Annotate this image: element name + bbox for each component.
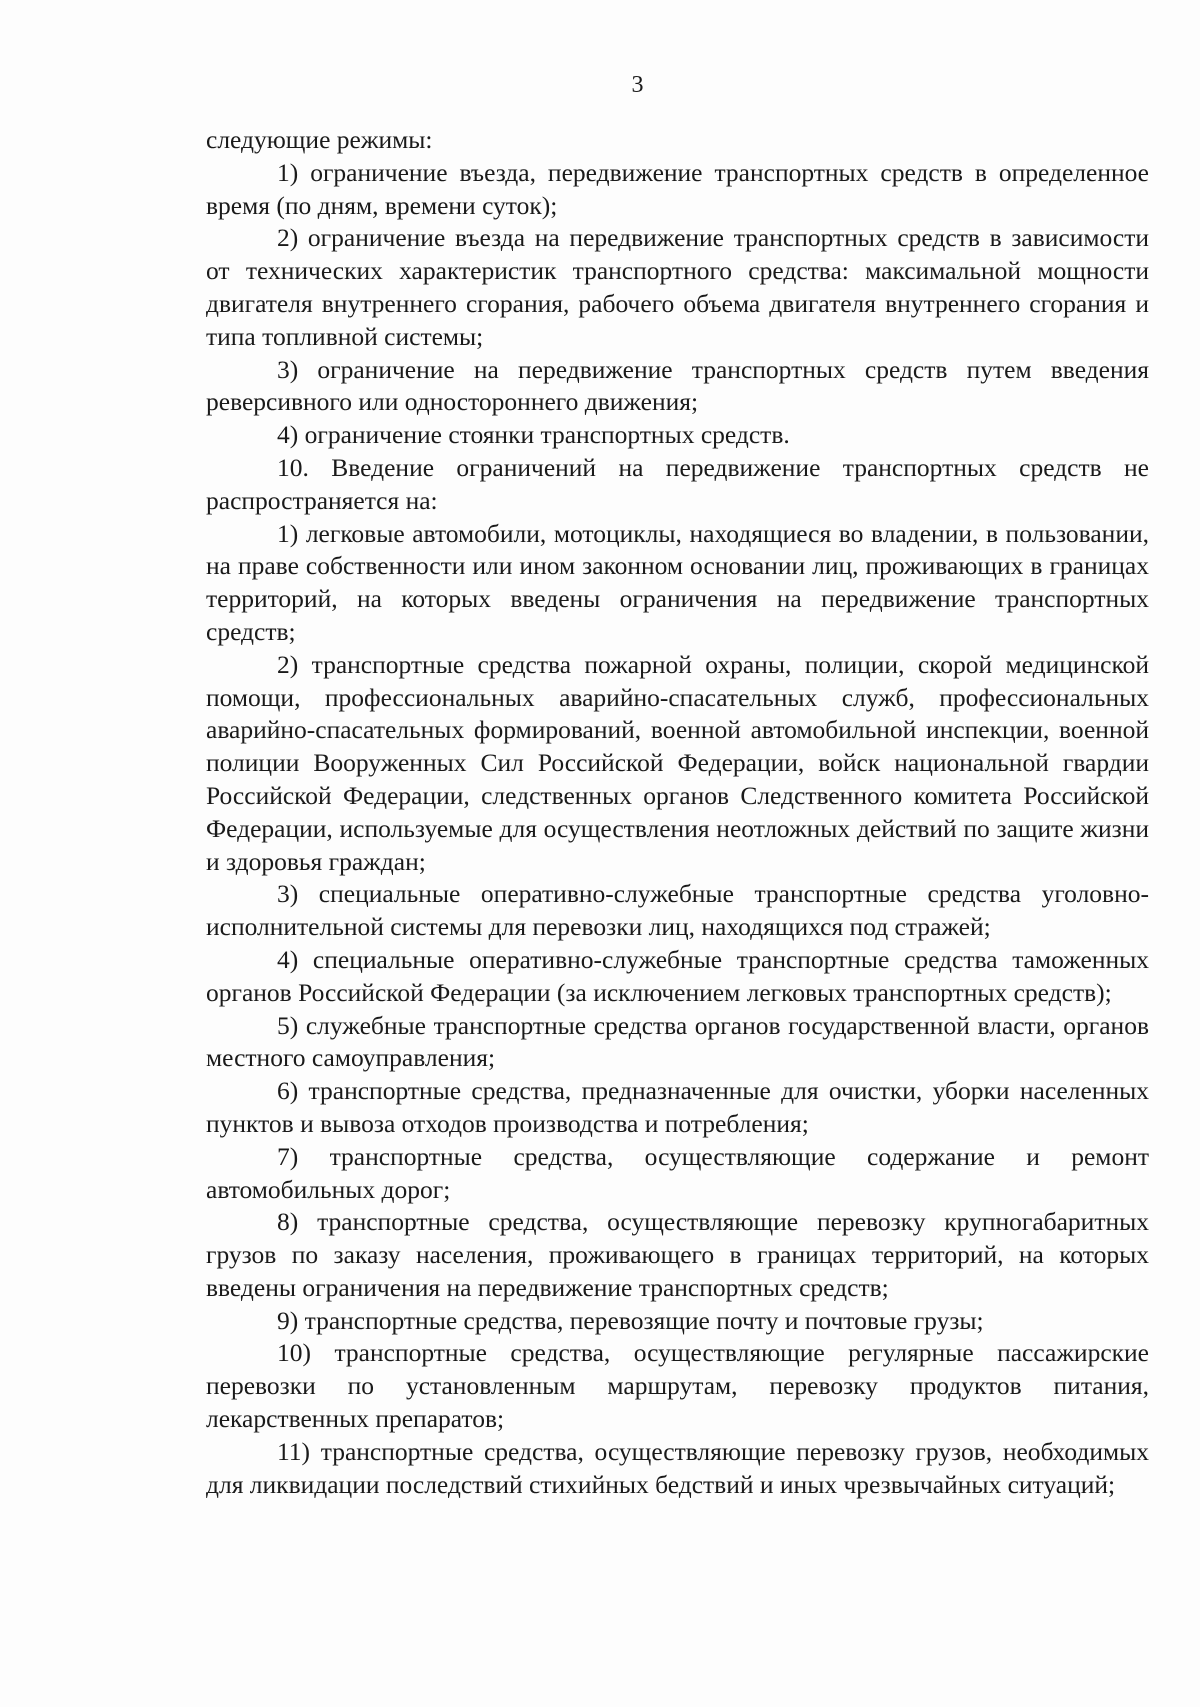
paragraph: 8) транспортные средства, осуществляющие перевозку крупногабаритных грузов по заказу населения, проживающего в границах территорий, на которых введены ограничения на передвижение транспортных средств; (206, 1207, 1149, 1302)
paragraph: 4) специальные оперативно-служебные транспортные средства таможенных органов Российской Федерации (за исключением легковых транспортных средств); (206, 944, 1149, 1007)
paragraph: 10) транспортные средства, осуществляющие регулярные пассажирские перевозки по установленным маршрутам, перевозку продуктов питания, лекарственных препаратов; (206, 1338, 1149, 1434)
document-body (206, 124, 1149, 1501)
paragraph-continuation: следующие режимы: (206, 125, 433, 154)
paragraph: 3) специальные оперативно-служебные транспортные средства уголовно-исполнительной системы для перевозки лиц, находящихся под стражей; (206, 879, 1149, 942)
paragraph: 1) ограничение въезда, передвижение транспортных средств в определенное время (по дням, времени суток); (206, 157, 1149, 220)
page-number: 3 (631, 72, 644, 98)
paragraph: 9) транспортные средства, перевозящие почту и почтовые грузы; (277, 1305, 984, 1335)
paragraph: 7) транспортные средства, осуществляющие содержание и ремонт автомобильных дорог; (206, 1141, 1149, 1204)
paragraph: 11) транспортные средства, осуществляющие перевозку грузов, необходимых для ликвидации последствий стихийных бедствий и иных чрезвычайных ситуаций; (206, 1436, 1149, 1499)
paragraph: 5) служебные транспортные средства органов государственной власти, органов местного самоуправления; (206, 1010, 1149, 1073)
paragraph: 4) ограничение стоянки транспортных средств. (277, 420, 790, 450)
paragraph: 10. Введение ограничений на передвижение транспортных средств не распространяется на: (206, 452, 1149, 515)
paragraph: 2) ограничение въезда на передвижение транспортных средств в зависимости от технических характеристик транспортного средства: максимальной мощности двигателя внутреннего сгорания, рабочего объема двигателя внутреннего сгорания и типа топливной системы; (206, 223, 1149, 351)
paragraph: 6) транспортные средства, предназначенные для очистки, уборки населенных пунктов и вывоза отходов производства и потребления; (206, 1076, 1149, 1138)
paragraph: 1) легковые автомобили, мотоциклы, находящиеся во владении, в пользовании, на праве собственности или ином законном основании лиц, проживающих в границах территорий, на которых введены ограничения на передвижение транспортных средств; (206, 518, 1149, 646)
paragraph: 2) транспортные средства пожарной охраны, полиции, скорой медицинской помощи, профессиональных аварийно-спасательных служб, профессиональных аварийно-спасательных формирований, военной автомобильной инспекции, военной полиции Вооруженных Сил Российской Федерации, войск национальной гвардии Российской Федерации, следственных органов Следственного комитета Российской Федерации, используемые для осуществления неотложных действий по защите жизни и здоровья граждан; (206, 649, 1149, 876)
paragraph: 3) ограничение на передвижение транспортных средств путем введения реверсивного или одностороннего движения; (206, 354, 1149, 417)
